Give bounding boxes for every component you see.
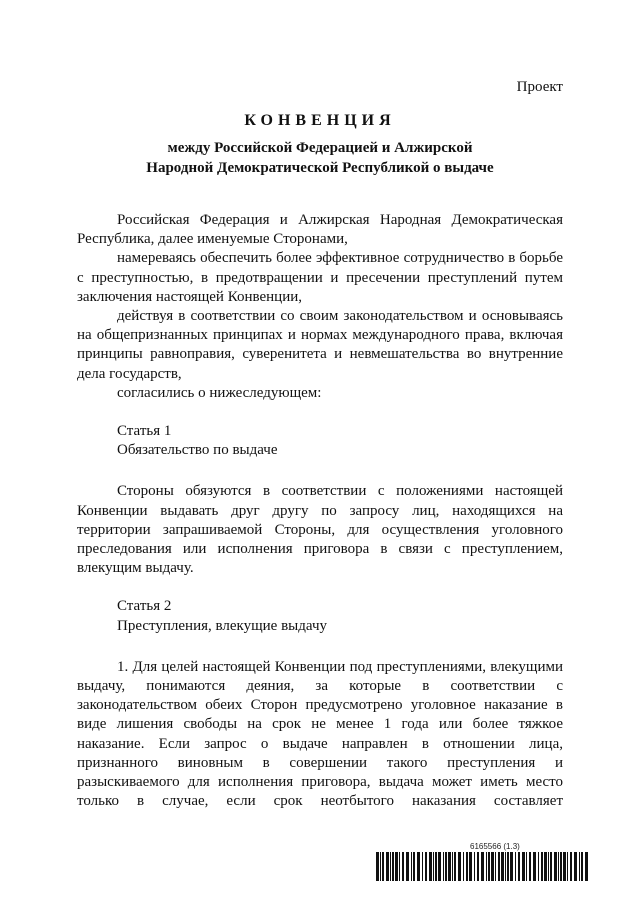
subtitle-line: между Российской Федерацией и Алжирской bbox=[167, 140, 473, 156]
document-title: КОНВЕНЦИЯ bbox=[244, 112, 396, 129]
article-1-number: Статья 1 bbox=[117, 423, 172, 440]
preamble-paragraph: Российская Федерация и Алжирская Народная Демократическая Республика, далее именуемые Сторонами, bbox=[77, 212, 563, 248]
preamble-paragraph: намереваясь обеспечить более эффективное сотрудничество в борьбе с преступностью, в предотвращении и пресечении преступлений путем заключения настоящей Конвенции, bbox=[77, 250, 563, 305]
article-2-title: Преступления, влекущие выдачу bbox=[117, 617, 327, 634]
preamble-paragraph: согласились о нижеследующем: bbox=[117, 384, 322, 401]
document-subtitle bbox=[0, 138, 640, 178]
barcode-number: 6165566 (1.3) bbox=[470, 842, 520, 851]
document-body bbox=[77, 211, 563, 811]
barcode bbox=[376, 842, 588, 882]
article-1-text: Стороны обязуются в соответствии с положениями настоящей Конвенции выдавать друг другу по запросу лиц, находящихся на территории запрашиваемой Стороны, для осуществления уголовного преследования или исполнения приговора в связи с преступлением, влекущим выдачу. bbox=[77, 483, 563, 577]
article-2-text: 1. Для целей настоящей Конвенции под преступлениями, влекущими выдачу, понимаются деяния, за которые в соответствии с законодательством обеих Сторон предусмотрено уголовное наказание в виде лишения свободы на срок не менее 1 года или более тяжкое наказание. Если запрос о выдаче направлен в отношении лица, признанного виновным в совершении такого преступления и разыскиваемого для исполнения приговора, выдача может иметь место только в случае, если срок неотбытого наказания составляет bbox=[77, 658, 563, 810]
subtitle-line: Народной Демократической Республикой о выдаче bbox=[146, 160, 494, 176]
draft-stamp: Проект bbox=[516, 79, 563, 95]
article-1-title: Обязательство по выдаче bbox=[117, 442, 278, 459]
preamble-paragraph: действуя в соответствии со своим законодательством и основываясь на общепризнанных принципах и нормах международного права, включая принципы равноправия, суверенитета и невмешательства во внутренние дела государств, bbox=[77, 308, 563, 382]
barcode-icon bbox=[376, 852, 588, 881]
article-2-number: Статья 2 bbox=[117, 598, 172, 615]
